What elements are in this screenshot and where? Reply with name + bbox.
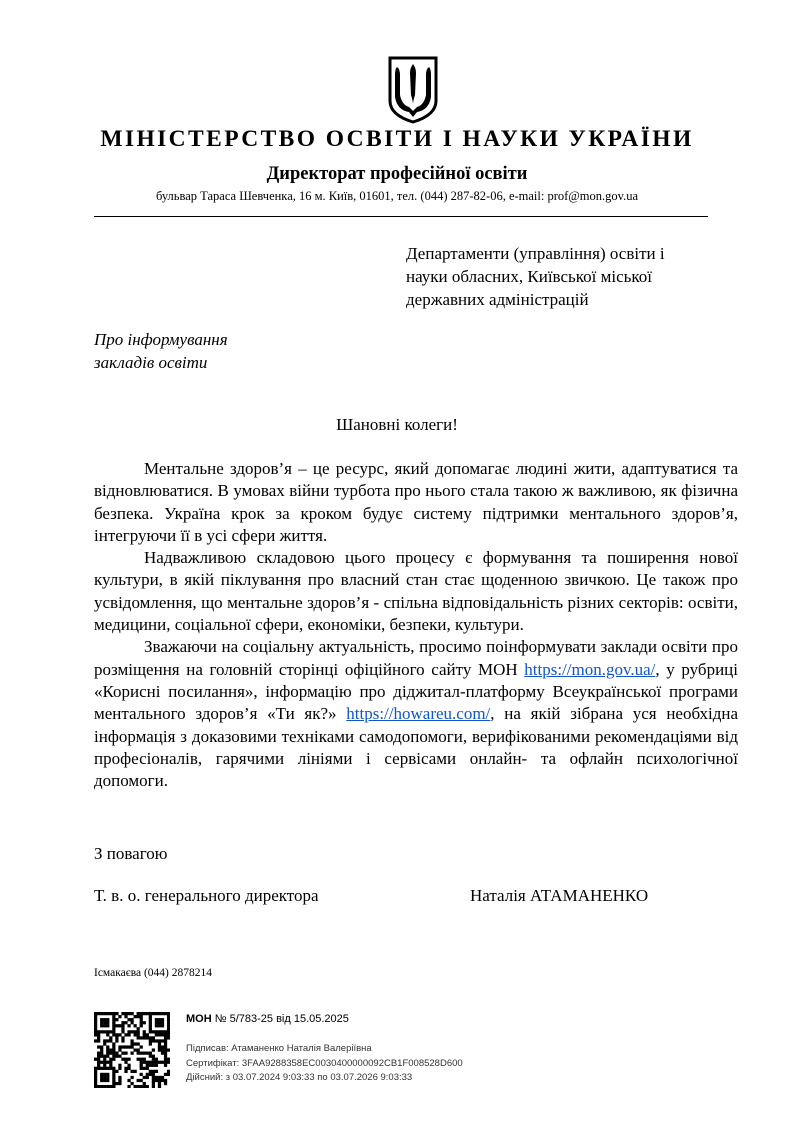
recipient-block <box>406 242 706 311</box>
body-paragraph <box>94 636 738 792</box>
document-number: № 5/783-25 від 15.05.2025 <box>214 1013 349 1025</box>
paragraph-text: , на якій зібрана уся необхідна інформація з доказовими техніками самодопомоги, верифікованими рекомендаціями від професіоналів, гарячими лініями і сервісами онлайн- та офлайн психологічної допомоги. <box>94 704 738 791</box>
document-org: МОН <box>186 1013 212 1025</box>
executor-contact: Ісмакаєва (044) 2878214 <box>94 967 212 979</box>
signer-position: Т. в. о. генерального директора <box>94 886 319 905</box>
contact-address: бульвар Тараса Шевченка, 16 м. Київ, 01601, тел. (044) 287-82-06, e-mail: prof@mon.gov.ua <box>155 189 639 203</box>
recipient-line: науки обласних, Київської міської <box>406 267 653 286</box>
body-paragraph: Надважливою складовою цього процесу є формування та поширення нової культури, в якій піклування про власний стан стає щоденною звичкою. Це також про усвідомлення, що ментальне здоров’я - спільна відповідальність різних секторів: освіти, медицини, соціальної сфери, економіки, безпеки, культури. <box>94 548 738 635</box>
signer-name: Наталія АТАМАНЕНКО <box>470 886 649 905</box>
document-reference <box>186 1013 349 1025</box>
paragraph-text: Зважаючи на соціальну актуальність, просимо поінформувати заклади освіти про розміщення на головній сторінці офіційного сайту МОН <box>94 637 738 679</box>
recipient-line: Департаменти (управління) освіти і <box>406 244 665 263</box>
mon-website-link[interactable]: https://mon.gov.ua/ <box>524 659 656 679</box>
directorate-title: Директорат професійної освіти <box>266 164 528 184</box>
body-paragraph: Ментальне здоров’я – це ресурс, який допомагає людині жити, адаптуватися та відновлюватися. В умовах війни турбота про нього стала такою ж важливою, як фізична безпека. Україна крок за кроком будує систему підтримки ментального здоров’я, інтегруючи її в усі сфери життя. <box>94 459 738 545</box>
ukraine-trident-emblem-icon <box>387 55 439 125</box>
ministry-title: МІНІСТЕРСТВО ОСВІТИ І НАУКИ УКРАЇНИ <box>100 126 694 152</box>
recipient-line: державних адміністрацій <box>406 290 589 309</box>
subject-line: закладів освіти <box>94 353 208 372</box>
signature-signed-by: Підписав: Атаманенко Наталія Валеріївна <box>186 1043 372 1054</box>
paragraph-text: , у рубриці «Корисні посилання», інформацію про діджитал-платформу Всеукраїнської програми ментального здоров’я «Ти як?» <box>94 659 738 724</box>
howareu-website-link[interactable]: https://howareu.com/ <box>346 704 491 724</box>
signature-validity: Дійсний: з 03.07.2024 9:03:33 по 03.07.2026 9:03:33 <box>186 1072 413 1083</box>
letter-subject <box>94 328 314 374</box>
letter-body <box>94 458 738 792</box>
closing-regards: З повагою <box>94 844 168 863</box>
signature-certificate: Сертифікат: 3FAA9288358EC0030400000092CB1F008528D600 <box>186 1058 463 1069</box>
header-divider <box>94 216 708 217</box>
subject-line: Про інформування <box>94 330 228 349</box>
qr-code-icon <box>94 1012 170 1088</box>
salutation: Шановні колеги! <box>336 415 458 434</box>
